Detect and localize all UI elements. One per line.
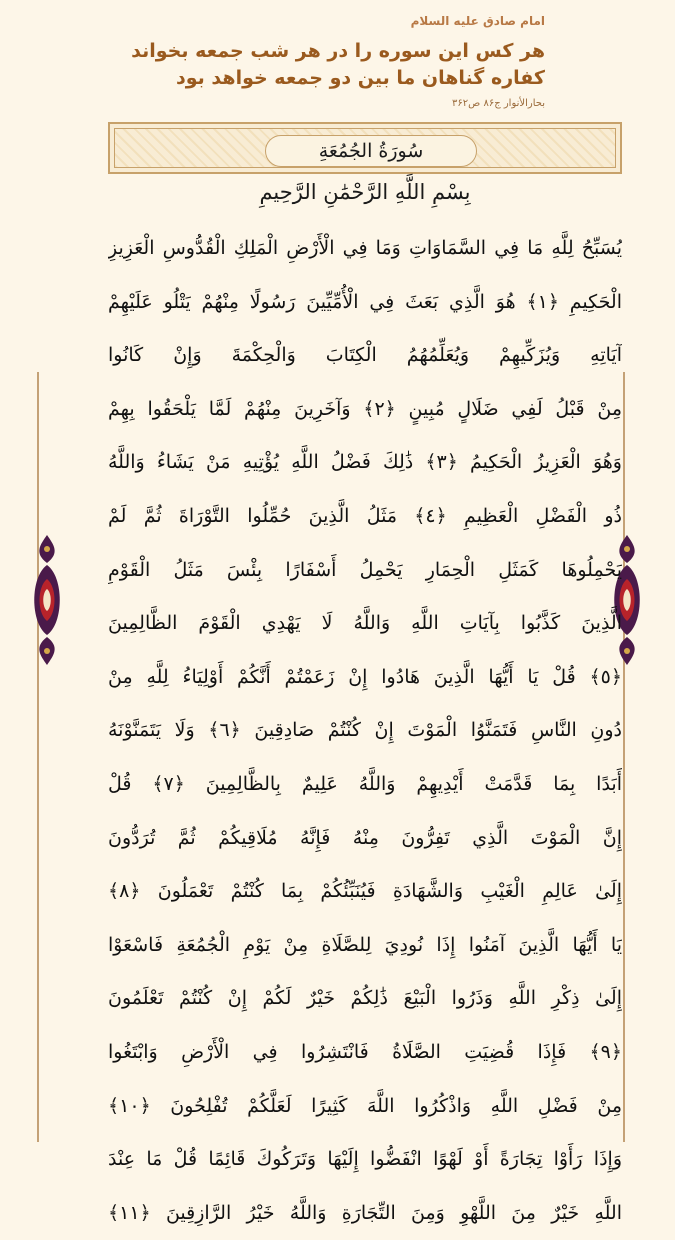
left-border-rule: [37, 372, 39, 1142]
verse-line: آيَاتِهِ وَيُزَكِّيهِمْ وَيُعَلِّمُهُمُ الْكِتَابَ وَالْحِكْمَةَ وَإِنْ كَانُوا: [108, 344, 622, 367]
hadith-attribution: امام صادق علیه السلام: [410, 14, 545, 28]
verse-line: اللَّهِ خَيْرٌ مِنَ اللَّهْوِ وَمِنَ التِّجَارَةِ وَاللَّهُ خَيْرُ الرَّازِقِينَ ﴿١١﴾: [108, 1201, 622, 1224]
verse-line: وَإِذَا رَأَوْا تِجَارَةً أَوْ لَهْوًا انْفَضُّوا إِلَيْهَا وَتَرَكُوكَ قَائِمًا قُلْ مَا عِنْدَ: [108, 1148, 622, 1171]
hadith-line-1: هر کس این سوره را در هر شب جمعه بخواند: [131, 40, 545, 62]
verse-line: إِلَىٰ عَالِمِ الْغَيْبِ وَالشَّهَادَةِ فَيُنَبِّئُكُمْ بِمَا كُنْتُمْ تَعْمَلُونَ ﴿٨﴾: [108, 880, 622, 903]
verse-line: الْحَكِيمِ ﴿١﴾ هُوَ الَّذِي بَعَثَ فِي الْأُمِّيِّينَ رَسُولًا مِنْهُمْ يَتْلُو عَلَيْهِمْ: [108, 290, 622, 313]
verse-line: ﴿٩﴾ فَإِذَا قُضِيَتِ الصَّلَاةُ فَانْتَشِرُوا فِي الْأَرْضِ وَابْتَغُوا: [108, 1040, 622, 1063]
left-floral-ornament-icon: [30, 535, 64, 665]
verse-line: أَبَدًا بِمَا قَدَّمَتْ أَيْدِيهِمْ وَاللَّهُ عَلِيمٌ بِالظَّالِمِينَ ﴿٧﴾ قُلْ: [108, 772, 622, 795]
verse-line: الَّذِينَ كَذَّبُوا بِآيَاتِ اللَّهِ وَاللَّهُ لَا يَهْدِي الْقَوْمَ الظَّالِمِينَ: [108, 612, 622, 635]
verse-line: يَا أَيُّهَا الَّذِينَ آمَنُوا إِذَا نُودِيَ لِلصَّلَاةِ مِنْ يَوْمِ الْجُمُعَةِ فَاسْعَوْا: [108, 933, 622, 956]
verse-line: مِنْ فَضْلِ اللَّهِ وَاذْكُرُوا اللَّهَ كَثِيرًا لَعَلَّكُمْ تُفْلِحُونَ ﴿١٠﴾: [108, 1094, 622, 1117]
title-cartouche: [265, 135, 477, 167]
verse-line: دُونِ النَّاسِ فَتَمَنَّوُا الْمَوْتَ إِنْ كُنْتُمْ صَادِقِينَ ﴿٦﴾ وَلَا يَتَمَنَّوْنَهُ: [108, 719, 622, 742]
hadith-line-2: کفاره گناهان ما بین دو جمعه خواهد بود: [176, 66, 545, 89]
verse-line: وَهُوَ الْعَزِيزُ الْحَكِيمُ ﴿٣﴾ ذَٰلِكَ فَضْلُ اللَّهِ يُؤْتِيهِ مَنْ يَشَاءُ وَاللَّهُ: [108, 451, 622, 474]
verse-text-block: [108, 222, 622, 1224]
hadith-text: [125, 38, 545, 91]
surah-title: سُورَةُ الجُمُعَةِ: [318, 140, 424, 162]
verse-line: يُسَبِّحُ لِلَّهِ مَا فِي السَّمَاوَاتِ وَمَا فِي الْأَرْضِ الْمَلِكِ الْقُدُّوسِ الْعَزِيزِ: [108, 237, 622, 259]
verse-line: إِنَّ الْمَوْتَ الَّذِي تَفِرُّونَ مِنْهُ فَإِنَّهُ مُلَاقِيكُمْ ثُمَّ تُرَدُّونَ: [108, 826, 622, 849]
verse-line: ذُو الْفَضْلِ الْعَظِيمِ ﴿٤﴾ مَثَلُ الَّذِينَ حُمِّلُوا التَّوْرَاةَ ثُمَّ لَمْ: [108, 504, 622, 527]
verse-line: مِنْ قَبْلُ لَفِي ضَلَالٍ مُبِينٍ ﴿٢﴾ وَآخَرِينَ مِنْهُمْ لَمَّا يَلْحَقُوا بِهِمْ: [108, 397, 622, 420]
surah-title-frame: [108, 122, 622, 174]
verse-line: إِلَىٰ ذِكْرِ اللَّهِ وَذَرُوا الْبَيْعَ ذَٰلِكُمْ خَيْرٌ لَكُمْ إِنْ كُنْتُمْ تَعْلَمُونَ: [108, 987, 622, 1010]
title-pattern: [114, 128, 616, 168]
verse-line: ﴿٥﴾ قُلْ يَا أَيُّهَا الَّذِينَ هَادُوا إِنْ زَعَمْتُمْ أَنَّكُمْ أَوْلِيَاءُ لِلَّهِ مِنْ: [108, 665, 622, 688]
hadith-source: بحارالأنوار ج۸۶ ص۳۶۲: [452, 98, 545, 109]
bismillah: بِسْمِ اللَّهِ الرَّحْمَٰنِ الرَّحِيمِ: [259, 180, 471, 204]
verse-line: يَحْمِلُوهَا كَمَثَلِ الْحِمَارِ يَحْمِلُ أَسْفَارًا بِئْسَ مَثَلُ الْقَوْمِ: [108, 558, 622, 581]
hadith-header: [0, 0, 675, 120]
right-border-rule: [623, 372, 625, 1142]
